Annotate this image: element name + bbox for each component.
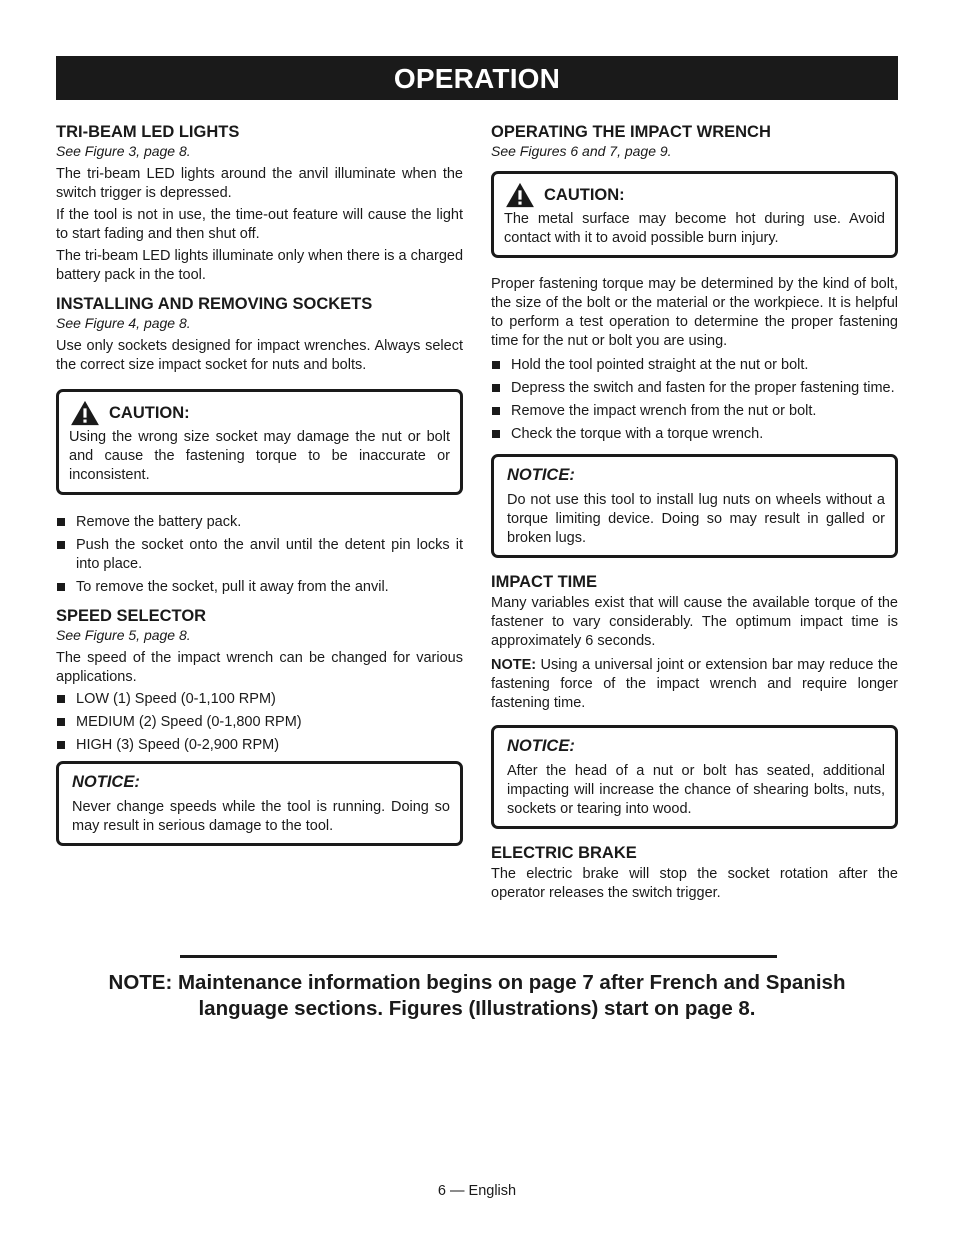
notice-title: NOTICE: <box>72 773 140 791</box>
section-heading: OPERATING THE IMPACT WRENCH <box>491 123 771 141</box>
notice-text: Do not use this tool to install lug nuts on wheels without a torque limiting device. Doing so may result in galled or broken lugs. <box>507 492 885 546</box>
notice-title: NOTICE: <box>507 737 575 755</box>
paragraph: If the tool is not in use, the time-out feature will cause the light to start fading and then shut off. <box>56 207 463 242</box>
paragraph: The tri-beam LED lights illuminate only when there is a charged battery pack in the tool. <box>56 248 464 283</box>
notice-title: NOTICE: <box>507 466 575 484</box>
list-item: Hold the tool pointed straight at the nut or bolt. <box>491 356 898 375</box>
caution-text: The metal surface may become hot during use. Avoid contact with it to avoid possible burn injury. <box>504 211 885 246</box>
list-item: Depress the switch and fasten for the proper fastening time. <box>491 379 898 398</box>
section-heading: INSTALLING AND REMOVING SOCKETS <box>56 295 373 313</box>
section-heading: TRI-BEAM LED LIGHTS <box>56 123 240 141</box>
notice-box <box>491 454 898 558</box>
page-footer: 6 — English <box>437 1183 517 1199</box>
figure-reference: See Figure 5, page 8. <box>56 627 191 643</box>
list-item: HIGH (3) Speed (0-2,900 RPM) <box>56 736 463 755</box>
list-item: MEDIUM (2) Speed (0-1,800 RPM) <box>56 713 463 732</box>
bullet-list <box>491 356 898 444</box>
section-sockets <box>56 294 463 597</box>
paragraph: The speed of the impact wrench can be changed for various applications. <box>56 650 463 685</box>
caution-text: Using the wrong size socket may damage the nut or bolt and cause the fastening torque to be inaccurate or inconsistent. <box>69 429 450 483</box>
paragraph: Use only sockets designed for impact wrenches. Always select the correct size impact socket for nuts and bolts. <box>56 338 463 373</box>
figure-reference: See Figures 6 and 7, page 9. <box>491 143 672 159</box>
figure-reference: See Figure 4, page 8. <box>56 315 191 331</box>
section-led-lights <box>56 122 463 285</box>
divider-rule <box>180 955 777 958</box>
notice-box <box>56 761 463 846</box>
list-item: To remove the socket, pull it away from the anvil. <box>56 578 463 597</box>
section-impact-time <box>491 572 898 829</box>
notice-box <box>491 725 898 829</box>
caution-label: CAUTION: <box>109 404 190 422</box>
section-heading: SPEED SELECTOR <box>56 607 207 625</box>
notice-text: After the head of a nut or bolt has seated, additional impacting will increase the chance of shearing bolts, nuts, sockets or tearing into wood. <box>507 763 885 817</box>
warning-triangle-icon <box>69 400 101 426</box>
section-speed-selector <box>56 606 463 846</box>
figure-reference: See Figure 3, page 8. <box>56 143 191 159</box>
caution-label: CAUTION: <box>544 186 625 204</box>
maintenance-note: NOTE: Maintenance information begins on page 7 after French and Spanish language sections. Figures (Illustrations) start on page 8. <box>108 971 846 1020</box>
bullet-list <box>56 513 463 597</box>
list-item: Remove the impact wrench from the nut or bolt. <box>491 402 898 421</box>
section-heading: ELECTRIC BRAKE <box>491 844 637 862</box>
caution-title <box>504 182 885 208</box>
list-item: Remove the battery pack. <box>56 513 463 532</box>
paragraph: Many variables exist that will cause the available torque of the fastener to vary considerably. The optimum impact time is approximately 6 seconds. <box>491 595 898 649</box>
section-operating <box>491 122 898 558</box>
note-text: Using a universal joint or extension bar may reduce the fastening force of the impact wrench and require longer fastening time. <box>491 657 898 711</box>
bullet-list <box>56 690 463 755</box>
caution-box <box>56 389 463 495</box>
section-electric-brake <box>491 843 898 903</box>
left-column <box>56 122 463 855</box>
note-paragraph <box>491 656 898 713</box>
paragraph: Proper fastening torque may be determined by the kind of bolt, the size of the bolt or the material or the workpiece. It is helpful to perform a test operation to determine the proper fastening time for the nut or bolt you are using. <box>491 276 898 349</box>
warning-triangle-icon <box>504 182 536 208</box>
list-item: Push the socket onto the anvil until the detent pin locks it into place. <box>56 536 463 574</box>
page-title: OPERATION <box>56 56 898 100</box>
paragraph: The electric brake will stop the socket rotation after the operator releases the switch trigger. <box>491 866 898 901</box>
section-heading: IMPACT TIME <box>491 573 598 591</box>
right-column <box>491 122 898 912</box>
list-item: LOW (1) Speed (0-1,100 RPM) <box>56 690 463 709</box>
list-item: Check the torque with a torque wrench. <box>491 425 898 444</box>
notice-text: Never change speeds while the tool is running. Doing so may result in serious damage to the tool. <box>72 799 450 834</box>
paragraph: The tri-beam LED lights around the anvil illuminate when the switch trigger is depressed. <box>56 166 463 201</box>
caution-title <box>69 400 450 426</box>
note-label: NOTE: <box>491 657 537 673</box>
caution-box <box>491 171 898 258</box>
